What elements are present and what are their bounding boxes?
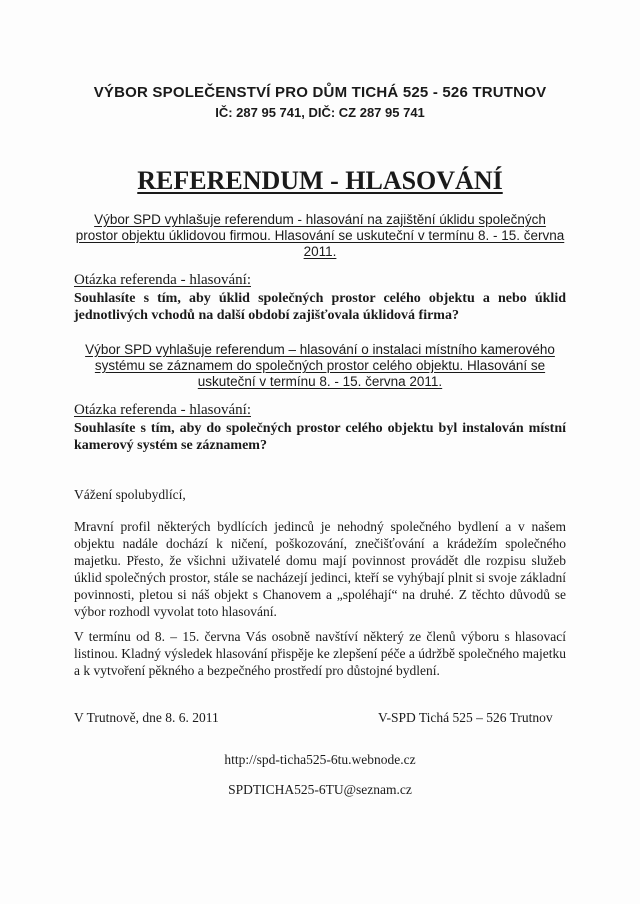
- announcement-camera: Výbor SPD vyhlašuje referendum – hlasování o instalaci místního kamerového systému se záznamem do společných prostor celého objektu. Hlasování se uskuteční v termínu 8. - 15. června 2011.: [85, 342, 555, 389]
- organization-name: VÝBOR SPOLEČENSTVÍ PRO DŮM TICHÁ 525 - 526 TRUTNOV: [93, 84, 547, 101]
- website-link[interactable]: http://spd-ticha525-6tu.webnode.cz: [224, 752, 416, 767]
- question-label-cleaning: Otázka referenda - hlasování:: [74, 272, 251, 288]
- place-and-date: V Trutnově, dne 8. 6. 2011: [74, 710, 219, 725]
- page-title: REFERENDUM - HLASOVÁNÍ: [137, 166, 503, 195]
- body-paragraph-1: Mravní profil některých bydlících jedinců je nehodný společného bydlení a v našem objektu nadále dochází k ničení, poškozování, znečišťování a krádežím společného majetku. Přesto, že všichni uživatelé domu mají povinnost provádět dle rozpisu služeb úklid společných prostor, stále se nacházejí jedinci, kteří se vyhýbají plnit si svoje základní povinnosti, pletou si náš objekt s Chanovem a „spoléhají“ na druhé. Z těchto důvodů se výbor rozhodl vyvolat toto hlasování.: [74, 519, 566, 619]
- announcement-cleaning: Výbor SPD vyhlašuje referendum - hlasování na zajištění úklidu společných prostor objektu úklidovou firmou. Hlasování se uskuteční v termínu 8. - 15. června 2011.: [75, 212, 565, 259]
- greeting: Vážení spolubydlící,: [74, 487, 186, 502]
- question-text-camera: Souhlasíte s tím, aby do společných prostor celého objektu byl instalován místní kamerový systém se záznamem?: [74, 421, 566, 453]
- question-text-cleaning: Souhlasíte s tím, aby úklid společných prostor celého objektu a nebo úklid jednotlivých vchodů na další období zajišťovala úklidová firma?: [74, 291, 566, 323]
- question-label-camera: Otázka referenda - hlasování:: [74, 402, 251, 418]
- email-link[interactable]: SPDTICHA525-6TU@seznam.cz: [228, 782, 412, 797]
- body-paragraph-2: V termínu od 8. – 15. června Vás osobně navštíví některý ze členů výboru s hlasovací listinou. Kladný výsledek hlasování přispěje ke zlepšení péče a údržbě společného majetku a k vytvoření pěkného a bezpečného prostředí pro důstojné bydlení.: [74, 629, 566, 678]
- signature-author: V-SPD Tichá 525 – 526 Trutnov: [378, 710, 553, 725]
- organization-ids: IČ: 287 95 741, DIČ: CZ 287 95 741: [215, 105, 425, 120]
